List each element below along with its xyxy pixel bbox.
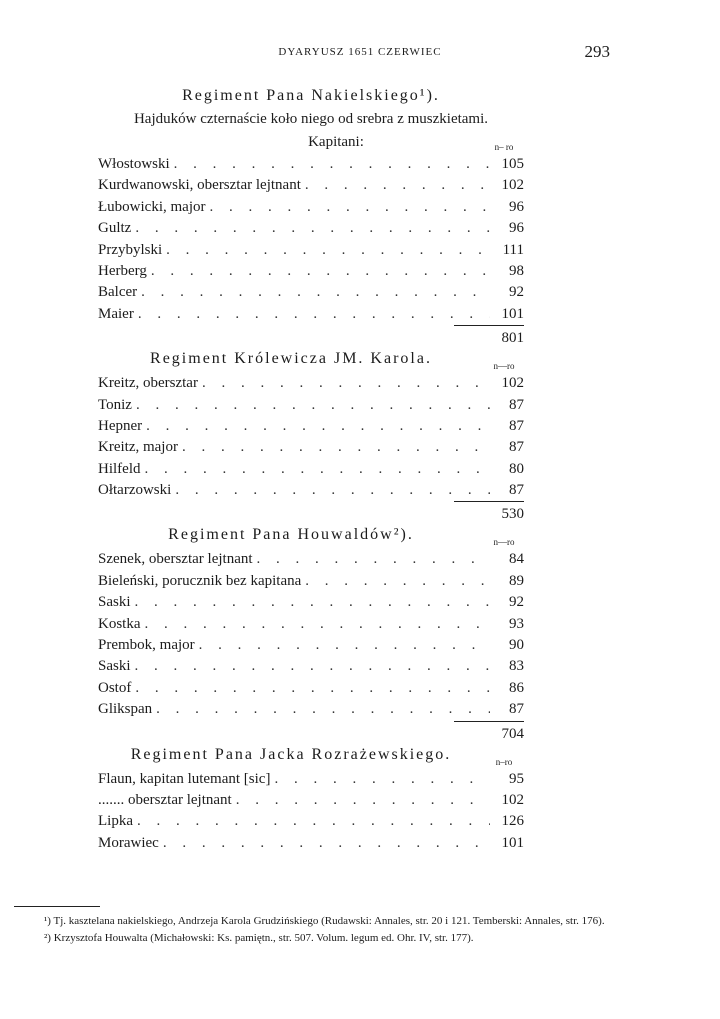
dot-leader — [209, 197, 490, 218]
list-item — [98, 240, 524, 261]
officer-count: 87 — [509, 439, 524, 456]
officer-name: Saski — [98, 658, 131, 675]
officer-name: Hepner — [98, 417, 143, 434]
officer-name: Morawiec — [98, 834, 159, 851]
dot-leader — [305, 571, 490, 592]
officer-name: Gultz — [98, 220, 132, 237]
dot-leader — [175, 480, 490, 501]
officer-name: Glikspan — [98, 701, 153, 718]
regiment-title: Regiment Pana Jacka Rozrażewskiego. — [130, 745, 452, 763]
list-item — [98, 656, 524, 677]
dot-leader — [135, 656, 490, 677]
page-content — [98, 84, 524, 854]
officer-count: 96 — [509, 198, 524, 215]
officer-count: 87 — [490, 480, 524, 502]
footnote: ¹) Tj. kasztelana nakielskiego, Andrzeja Karola Grudzińskiego (Rudawski: Annales, str. 20 i 121. Temberski: Annales, str. 176). — [44, 915, 605, 927]
total-row — [98, 501, 524, 523]
list-item — [98, 175, 524, 196]
officer-count: 89 — [509, 572, 524, 589]
officer-count: 102 — [501, 375, 524, 392]
officer-name: Herberg — [98, 262, 147, 279]
list-item — [98, 614, 524, 635]
officer-name: Kurdwanowski, obersztar lejtnant — [98, 177, 301, 194]
officer-count: 98 — [509, 262, 524, 279]
list-item — [98, 459, 524, 480]
list-item — [98, 395, 524, 416]
dot-leader — [182, 437, 490, 458]
officer-name: Maier — [98, 305, 134, 322]
column-label: n—ro — [493, 361, 515, 372]
officer-count: 87 — [509, 396, 524, 413]
officer-name: Flaun, kapitan lutemant [sic] — [98, 770, 271, 787]
officer-count: 87 — [490, 699, 524, 721]
footnotes — [14, 906, 610, 947]
regiment-heading — [98, 743, 524, 769]
footnote-rule — [14, 906, 100, 907]
dot-leader — [305, 175, 490, 196]
total-rule — [454, 325, 524, 326]
regiment-list — [98, 373, 524, 501]
footnote: ²) Krzysztofa Houwalta (Michałowski: Ks. pamiętn., str. 507. Volum. legum ed. Ohr. IV, str. 177). — [44, 932, 474, 944]
officer-name: Prembok, major — [98, 637, 195, 654]
total-value: 530 — [501, 506, 524, 523]
list-item — [98, 571, 524, 592]
officer-count: 87 — [509, 417, 524, 434]
total-row — [98, 721, 524, 743]
dot-leader — [145, 614, 491, 635]
total-row — [98, 325, 524, 347]
officer-name: Kreitz, major — [98, 439, 178, 456]
regiment-title: Regiment Pana Houwaldów²). — [168, 526, 414, 544]
officer-name: Balcer — [98, 284, 138, 301]
regiment-list — [98, 154, 524, 325]
officer-name: ....... obersztar lejtnant — [98, 791, 232, 808]
officer-name: Ołtarzowski — [98, 482, 172, 499]
dot-leader — [135, 218, 490, 239]
list-item — [98, 437, 524, 458]
list-item — [98, 769, 524, 790]
officer-count: 83 — [509, 658, 524, 675]
dot-leader — [146, 416, 490, 437]
officer-count: 92 — [509, 284, 524, 301]
dot-leader — [174, 154, 490, 175]
regiment-heading — [98, 347, 524, 373]
officer-count: 126 — [501, 813, 524, 830]
dot-leader — [257, 549, 490, 570]
dot-leader — [135, 592, 490, 613]
page-number: 293 — [584, 42, 610, 61]
dot-leader — [138, 304, 490, 325]
officer-name: Szenek, obersztar lejtnant — [98, 551, 253, 568]
regiment-list — [98, 549, 524, 720]
officer-count: 111 — [502, 241, 524, 258]
officer-count: 93 — [509, 615, 524, 632]
column-label: n–ro — [495, 756, 513, 767]
list-item — [98, 790, 524, 811]
list-item — [98, 833, 524, 854]
column-label: n– ro — [494, 142, 514, 152]
total-value: 801 — [501, 330, 524, 347]
total-rule — [454, 721, 524, 722]
dot-leader — [141, 282, 490, 303]
regiment-heading — [98, 523, 524, 549]
officer-name: Kreitz, obersztar — [98, 375, 198, 392]
officer-count: 96 — [509, 220, 524, 237]
regiment-title: Regiment Pana Nakielskiego¹). — [182, 87, 440, 104]
dot-leader — [151, 261, 490, 282]
officer-count: 102 — [501, 177, 524, 194]
running-title: DYARYUSZ 1651 CZERWIEC — [278, 46, 442, 58]
officer-name: Kostka — [98, 615, 141, 632]
officer-count: 84 — [509, 551, 524, 568]
dot-leader — [135, 678, 490, 699]
officer-name: Toniz — [98, 396, 132, 413]
kapitani-line — [98, 130, 524, 154]
regiment-list — [98, 769, 524, 855]
list-item — [98, 373, 524, 394]
column-label: n—ro — [493, 537, 515, 548]
officer-count: 80 — [509, 460, 524, 477]
list-item — [98, 304, 524, 325]
officer-name: Saski — [98, 594, 131, 611]
kapitani-label: Kapitani: — [308, 134, 364, 150]
officer-count: 101 — [501, 834, 524, 851]
list-item — [98, 261, 524, 282]
regiment-subtitle: Hajduków czternaście koło niego od srebra z muszkietami. — [133, 111, 489, 127]
dot-leader — [274, 769, 490, 790]
total-value: 704 — [501, 725, 524, 742]
dot-leader — [156, 699, 490, 720]
dot-leader — [166, 240, 490, 261]
officer-name: Bieleński, porucznik bez kapitana — [98, 572, 302, 589]
regiment-title: Regiment Królewicza JM. Karola. — [150, 350, 432, 368]
dot-leader — [236, 790, 490, 811]
officer-count: 95 — [509, 770, 524, 787]
list-item — [98, 549, 524, 570]
page-header — [0, 40, 720, 66]
officer-name: Hilfeld — [98, 460, 141, 477]
list-item — [98, 811, 524, 832]
officer-name: Łubowicki, major — [98, 198, 206, 215]
officer-count: 102 — [501, 791, 524, 808]
officer-count: 101 — [490, 304, 524, 326]
officer-name: Przybylski — [98, 241, 163, 258]
officer-count: 92 — [509, 594, 524, 611]
list-item — [98, 218, 524, 239]
list-item — [98, 154, 524, 175]
list-item — [98, 592, 524, 613]
list-item — [98, 678, 524, 699]
officer-name: Lipka — [98, 813, 133, 830]
officer-count: 105 — [501, 156, 524, 172]
list-item — [98, 282, 524, 303]
list-item — [98, 635, 524, 656]
total-rule — [454, 501, 524, 502]
list-item — [98, 699, 524, 720]
officer-name: Włostowski — [98, 156, 170, 172]
dot-leader — [137, 811, 490, 832]
dot-leader — [199, 635, 490, 656]
officer-count: 86 — [509, 679, 524, 696]
dot-leader — [145, 459, 491, 480]
list-item — [98, 416, 524, 437]
list-item — [98, 480, 524, 501]
list-item — [98, 197, 524, 218]
officer-name: Ostof — [98, 679, 132, 696]
dot-leader — [136, 395, 490, 416]
dot-leader — [163, 833, 490, 854]
officer-count: 90 — [509, 637, 524, 654]
dot-leader — [202, 373, 490, 394]
